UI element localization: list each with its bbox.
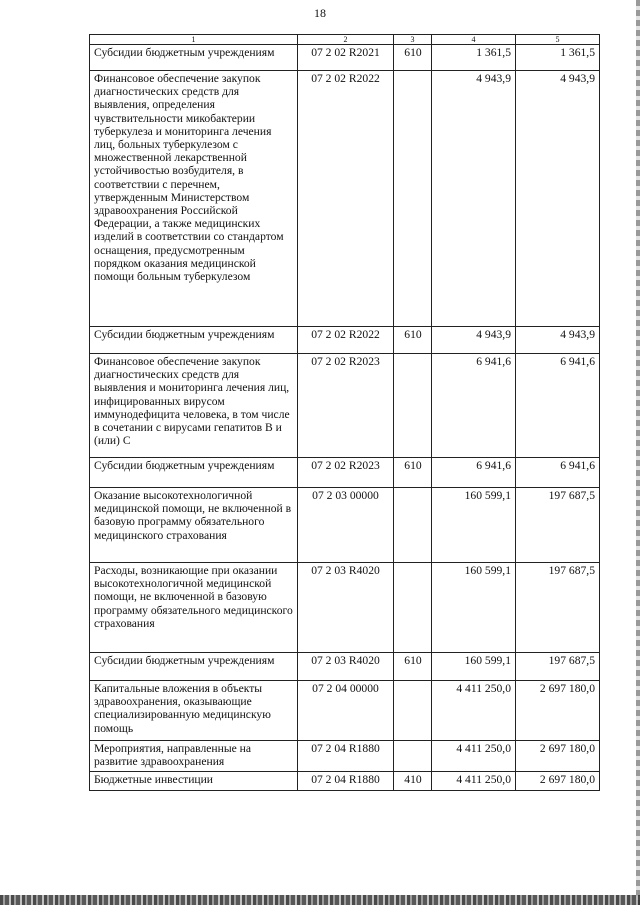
row-name: Мероприятия, направленные на развитие здравоохранения [90, 741, 298, 772]
column-header: 2 [298, 35, 394, 45]
scan-edge-bottom [0, 895, 640, 905]
table-row [90, 71, 600, 327]
row-code: 07 2 02 R2021 [298, 45, 394, 71]
row-code: 07 2 02 R2023 [298, 458, 394, 488]
row-value-1: 4 411 250,0 [432, 772, 516, 791]
row-code: 07 2 03 R4020 [298, 653, 394, 681]
row-code: 07 2 03 R4020 [298, 563, 394, 653]
row-value-1: 4 411 250,0 [432, 741, 516, 772]
row-expense-type: 610 [394, 458, 432, 488]
row-expense-type [394, 354, 432, 458]
column-header: 1 [90, 35, 298, 45]
table-row [90, 354, 600, 458]
table-row [90, 488, 600, 563]
row-name: Субсидии бюджетным учреждениям [90, 653, 298, 681]
row-value-1: 160 599,1 [432, 488, 516, 563]
table-row [90, 772, 600, 791]
row-name: Субсидии бюджетным учреждениям [90, 327, 298, 354]
table-row [90, 45, 600, 71]
row-value-2: 197 687,5 [516, 653, 600, 681]
row-code: 07 2 02 R2022 [298, 71, 394, 327]
row-value-1: 160 599,1 [432, 653, 516, 681]
row-code: 07 2 02 R2022 [298, 327, 394, 354]
budget-table [89, 34, 600, 791]
row-name: Расходы, возникающие при оказании высокотехнологичной медицинской помощи, не включенной в базовую программу обязательного медицинского страхования [90, 563, 298, 653]
row-name: Субсидии бюджетным учреждениям [90, 458, 298, 488]
row-value-2: 2 697 180,0 [516, 741, 600, 772]
row-value-2: 6 941,6 [516, 458, 600, 488]
table-row [90, 681, 600, 741]
row-code: 07 2 02 R2023 [298, 354, 394, 458]
table-row [90, 327, 600, 354]
row-expense-type [394, 563, 432, 653]
column-header: 5 [516, 35, 600, 45]
row-expense-type: 610 [394, 653, 432, 681]
row-code: 07 2 04 R1880 [298, 772, 394, 791]
row-name: Бюджетные инвестиции [90, 772, 298, 791]
row-expense-type: 610 [394, 45, 432, 71]
row-value-1: 160 599,1 [432, 563, 516, 653]
table-row [90, 653, 600, 681]
row-value-2: 197 687,5 [516, 563, 600, 653]
page-number: 18 [314, 6, 326, 20]
row-name: Субсидии бюджетным учреждениям [90, 45, 298, 71]
row-expense-type [394, 681, 432, 741]
row-value-2: 4 943,9 [516, 71, 600, 327]
column-header: 4 [432, 35, 516, 45]
row-value-2: 2 697 180,0 [516, 772, 600, 791]
row-code: 07 2 04 00000 [298, 681, 394, 741]
row-value-1: 6 941,6 [432, 458, 516, 488]
row-expense-type [394, 488, 432, 563]
row-value-1: 1 361,5 [432, 45, 516, 71]
row-value-2: 2 697 180,0 [516, 681, 600, 741]
row-name: Капитальные вложения в объекты здравоохранения, оказывающие специализированную медицинскую помощь [90, 681, 298, 741]
row-name: Оказание высокотехнологичной медицинской помощи, не включенной в базовую программу обязательного медицинского страхования [90, 488, 298, 563]
row-expense-type: 610 [394, 327, 432, 354]
scan-edge-right [636, 0, 640, 905]
row-code: 07 2 04 R1880 [298, 741, 394, 772]
row-code: 07 2 03 00000 [298, 488, 394, 563]
row-value-1: 4 943,9 [432, 71, 516, 327]
table-row [90, 741, 600, 772]
row-name: Финансовое обеспечение закупок диагностических средств для выявления и мониторинга лечения лиц, инфицированных вирусом иммунодефицита человека, в том числе в сочетании с вирусами гепатитов В и (или) С [90, 354, 298, 458]
table-header-row [90, 35, 600, 45]
row-value-2: 197 687,5 [516, 488, 600, 563]
row-expense-type [394, 71, 432, 327]
row-expense-type: 410 [394, 772, 432, 791]
row-value-1: 4 943,9 [432, 327, 516, 354]
row-value-2: 1 361,5 [516, 45, 600, 71]
row-value-1: 4 411 250,0 [432, 681, 516, 741]
row-name: Финансовое обеспечение закупок диагностических средств для выявления, определения чувствительности микобактерии туберкулеза и мониторинга лечения лиц, больных туберкулезом с множественной лекарственной устойчивостью возбудителя, в соответствии с перечнем, утвержденным Министерством здравоохранения Российской Федерации, а также медицинских изделий в соответствии со стандартом оснащения, предусмотренным порядком оказания медицинской помощи больным туберкулезом [90, 71, 298, 327]
column-header: 3 [394, 35, 432, 45]
row-value-1: 6 941,6 [432, 354, 516, 458]
table-row [90, 563, 600, 653]
table-row [90, 458, 600, 488]
row-value-2: 4 943,9 [516, 327, 600, 354]
row-expense-type [394, 741, 432, 772]
row-value-2: 6 941,6 [516, 354, 600, 458]
